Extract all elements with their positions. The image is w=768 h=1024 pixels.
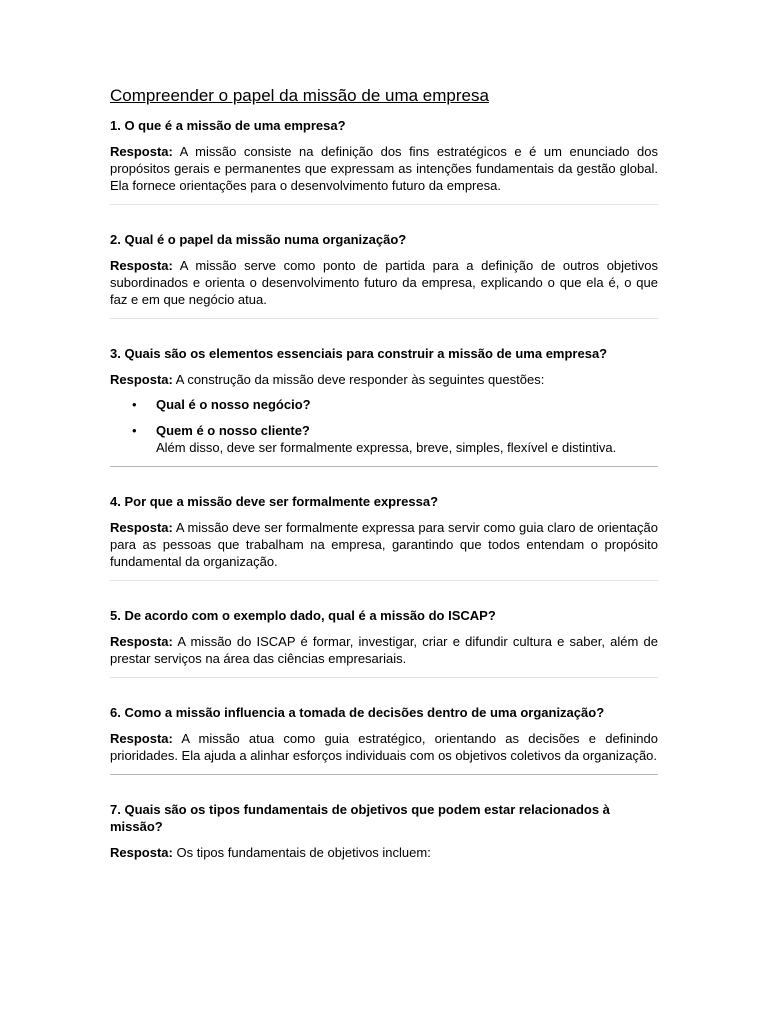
question-3: 3. Quais são os elementos essenciais para construir a missão de uma empresa? <box>110 346 608 361</box>
answer-label: Resposta: <box>110 258 173 273</box>
answer-label: Resposta: <box>110 520 173 535</box>
qa-section-5 <box>110 607 658 678</box>
question-7: 7. Quais são os tipos fundamentais de objetivos que podem estar relacionados à missão? <box>110 802 610 834</box>
qa-section-6 <box>110 704 658 775</box>
answer-label: Resposta: <box>110 731 173 746</box>
question-6: 6. Como a missão influencia a tomada de decisões dentro de uma organização? <box>110 705 605 720</box>
answer-label: Resposta: <box>110 845 173 860</box>
page-title: Compreender o papel da missão de uma empresa <box>110 86 489 105</box>
document-page <box>110 85 658 861</box>
answer-text: A missão consiste na definição dos fins estratégicos e é um enunciado dos propósitos gerais e permanentes que expressam as intenções fundamentais da gestão global. Ela fornece orientações para o desenvolvimento futuro da empresa. <box>110 144 658 193</box>
answer-label: Resposta: <box>110 144 173 159</box>
qa-section-2 <box>110 231 658 319</box>
qa-section-7 <box>110 801 658 861</box>
answer-text: A missão serve como ponto de partida para a definição de outros objetivos subordinados e orienta o desenvolvimento futuro da empresa, explicando o que ela é, o que faz e em que negócio atua. <box>110 258 658 307</box>
answer-6 <box>110 730 658 764</box>
question-4: 4. Por que a missão deve ser formalmente expressa? <box>110 494 439 509</box>
answer-2 <box>110 257 658 308</box>
bullet-text: Qual é o nosso negócio? <box>156 397 311 412</box>
bullet-icon: • <box>132 423 137 438</box>
answer-text: A construção da missão deve responder às seguintes questões: <box>172 372 545 387</box>
answer-label: Resposta: <box>110 634 173 649</box>
answer-text: A missão atua como guia estratégico, orientando as decisões e definindo prioridades. Ela ajuda a alinhar esforços individuais com os objetivos coletivos da organização. <box>110 731 658 763</box>
answer-3 <box>110 371 658 388</box>
qa-section-4 <box>110 493 658 581</box>
answer-label: Resposta: <box>110 372 173 387</box>
answer-7 <box>110 844 658 861</box>
answer-text: A missão deve ser formalmente expressa para servir como guia claro de orientação para as pessoas que trabalham na empresa, garantindo que todos entendam o propósito fundamental da organização. <box>110 520 658 569</box>
answer-5 <box>110 633 658 667</box>
bullet-extra-text: Além disso, deve ser formalmente expressa, breve, simples, flexível e distintiva. <box>156 440 617 455</box>
question-2: 2. Qual é o papel da missão numa organização? <box>110 232 407 247</box>
question-5: 5. De acordo com o exemplo dado, qual é a missão do ISCAP? <box>110 608 496 623</box>
question-1: 1. O que é a missão de uma empresa? <box>110 118 346 133</box>
qa-section-3 <box>110 345 658 467</box>
bullet-list <box>110 396 658 456</box>
list-item <box>110 422 658 456</box>
answer-text: Os tipos fundamentais de objetivos incluem: <box>172 845 431 860</box>
qa-section-1 <box>110 117 658 205</box>
answer-1 <box>110 143 658 194</box>
bullet-icon: • <box>132 397 137 412</box>
answer-text: A missão do ISCAP é formar, investigar, criar e difundir cultura e saber, além de prestar serviços na área das ciências empresariais. <box>110 634 658 666</box>
list-item <box>110 396 658 413</box>
answer-4 <box>110 519 658 570</box>
bullet-text: Quem é o nosso cliente? <box>156 423 310 438</box>
